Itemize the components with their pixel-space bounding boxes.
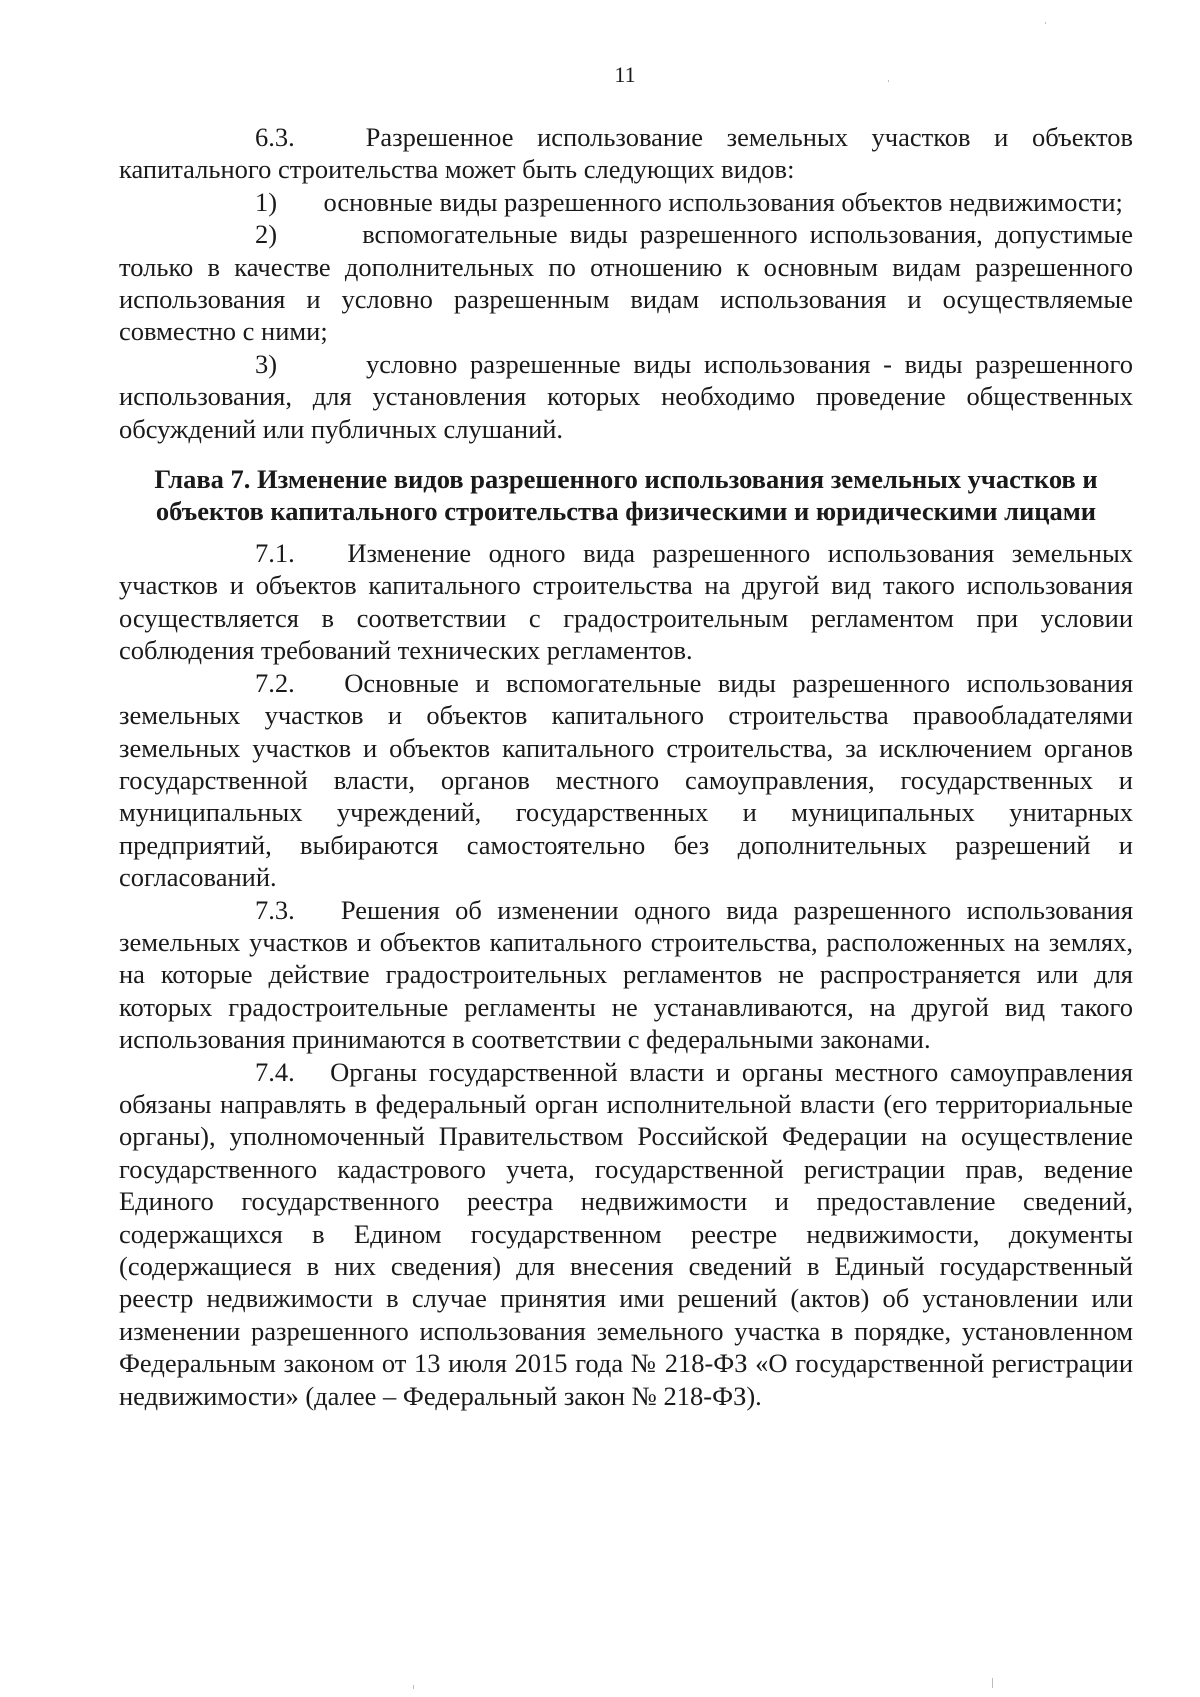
scan-speck [413,1685,414,1689]
page-number: 11 [614,62,636,87]
list-item-text: условно разрешенные виды использования - виды разрешенного использования, для установления которых необходимо проведение общественных обсуждений или публичных слушаний. [119,348,1134,444]
list-item-number: 3) [255,348,278,379]
list-item-number: 1) [255,186,278,217]
paragraph-number: 6.3. [255,122,295,152]
scan-speck [1045,22,1046,24]
paragraph-text: Разрешенное использование земельных участков и объектов капитального строительства может быть следующих видов: [119,122,1134,185]
paragraph-6-3 [119,121,1133,186]
paragraph-text: Изменение одного вида разрешенного использования земельных участков и объектов капитального строительства на другой вид такого использования осуществляется в соответствии с градостроительным регламентом при условии соблюдения требований технических регламентов. [119,538,1133,666]
list-item-3 [119,348,1133,445]
paragraph-number: 7.3. [255,894,295,925]
list-item-2 [119,218,1133,348]
paragraph-7-2 [119,667,1133,894]
paragraph-7-1 [119,537,1133,667]
paragraph-text: Основные и вспомогательные виды разрешенного использования земельных участков и объектов капитального строительства правообладателями земельных участков и объектов капитального строительства, за исключением органов государственной власти, органов местного самоуправления, государственных и муниципальных учреждений, государственных и муниципальных унитарных предприятий, выбираются самостоятельно без дополнительных разрешений и согласований. [119,667,1134,893]
paragraph-7-3 [119,894,1133,1056]
list-item-text: основные виды разрешенного использования объектов недвижимости; [323,186,1123,217]
paragraph-7-4 [119,1056,1133,1412]
paragraph-number: 7.4. [255,1056,295,1087]
paragraph-text: Решения об изменении одного вида разрешенного использования земельных участков и объектов капитального строительства, расположенных на землях, на которые действие градостроительных регламентов не распространяется или для которых градостроительные регламенты не устанавливаются, на другой вид такого использования принимаются в соответствии с федеральными законами. [119,894,1134,1055]
scan-speck [992,1678,993,1688]
paragraph-number: 7.1. [255,538,295,569]
list-item-1 [119,186,1133,218]
chapter-heading: Глава 7. Изменение видов разрешенного использования земельных участков и объектов капитального строительства физическими и юридическими лицами [154,464,1098,527]
list-item-number: 2) [255,219,278,250]
paragraph-text: Органы государственной власти и органы местного самоуправления обязаны направлять в федеральный орган исполнительной власти (его территориальные органы), уполномоченный Правительством Российской Федерации на осуществление государственного кадастрового учета, государственной регистрации прав, ведение Единого государственного реестра недвижимости и предоставление сведений, содержащихся в Едином государственном реестре недвижимости, документы (содержащиеся в них сведения) для внесения сведений в Единый государственный реестр недвижимости в случае принятия ими решений (актов) об установлении или изменении разрешенного использования земельного участка в порядке, установленном Федеральным законом от 13 июля 2015 года № 218-ФЗ «О государственной регистрации недвижимости» (далее – Федеральный закон № 218-ФЗ). [119,1056,1133,1411]
document-body [119,121,1133,1412]
list-item-text: вспомогательные виды разрешенного использования, допустимые только в качестве дополнительных по отношению к основным видам разрешенного использования и условно разрешенным видам использования и осуществляемые совместно с ними; [119,219,1133,347]
paragraph-number: 7.2. [255,667,295,698]
